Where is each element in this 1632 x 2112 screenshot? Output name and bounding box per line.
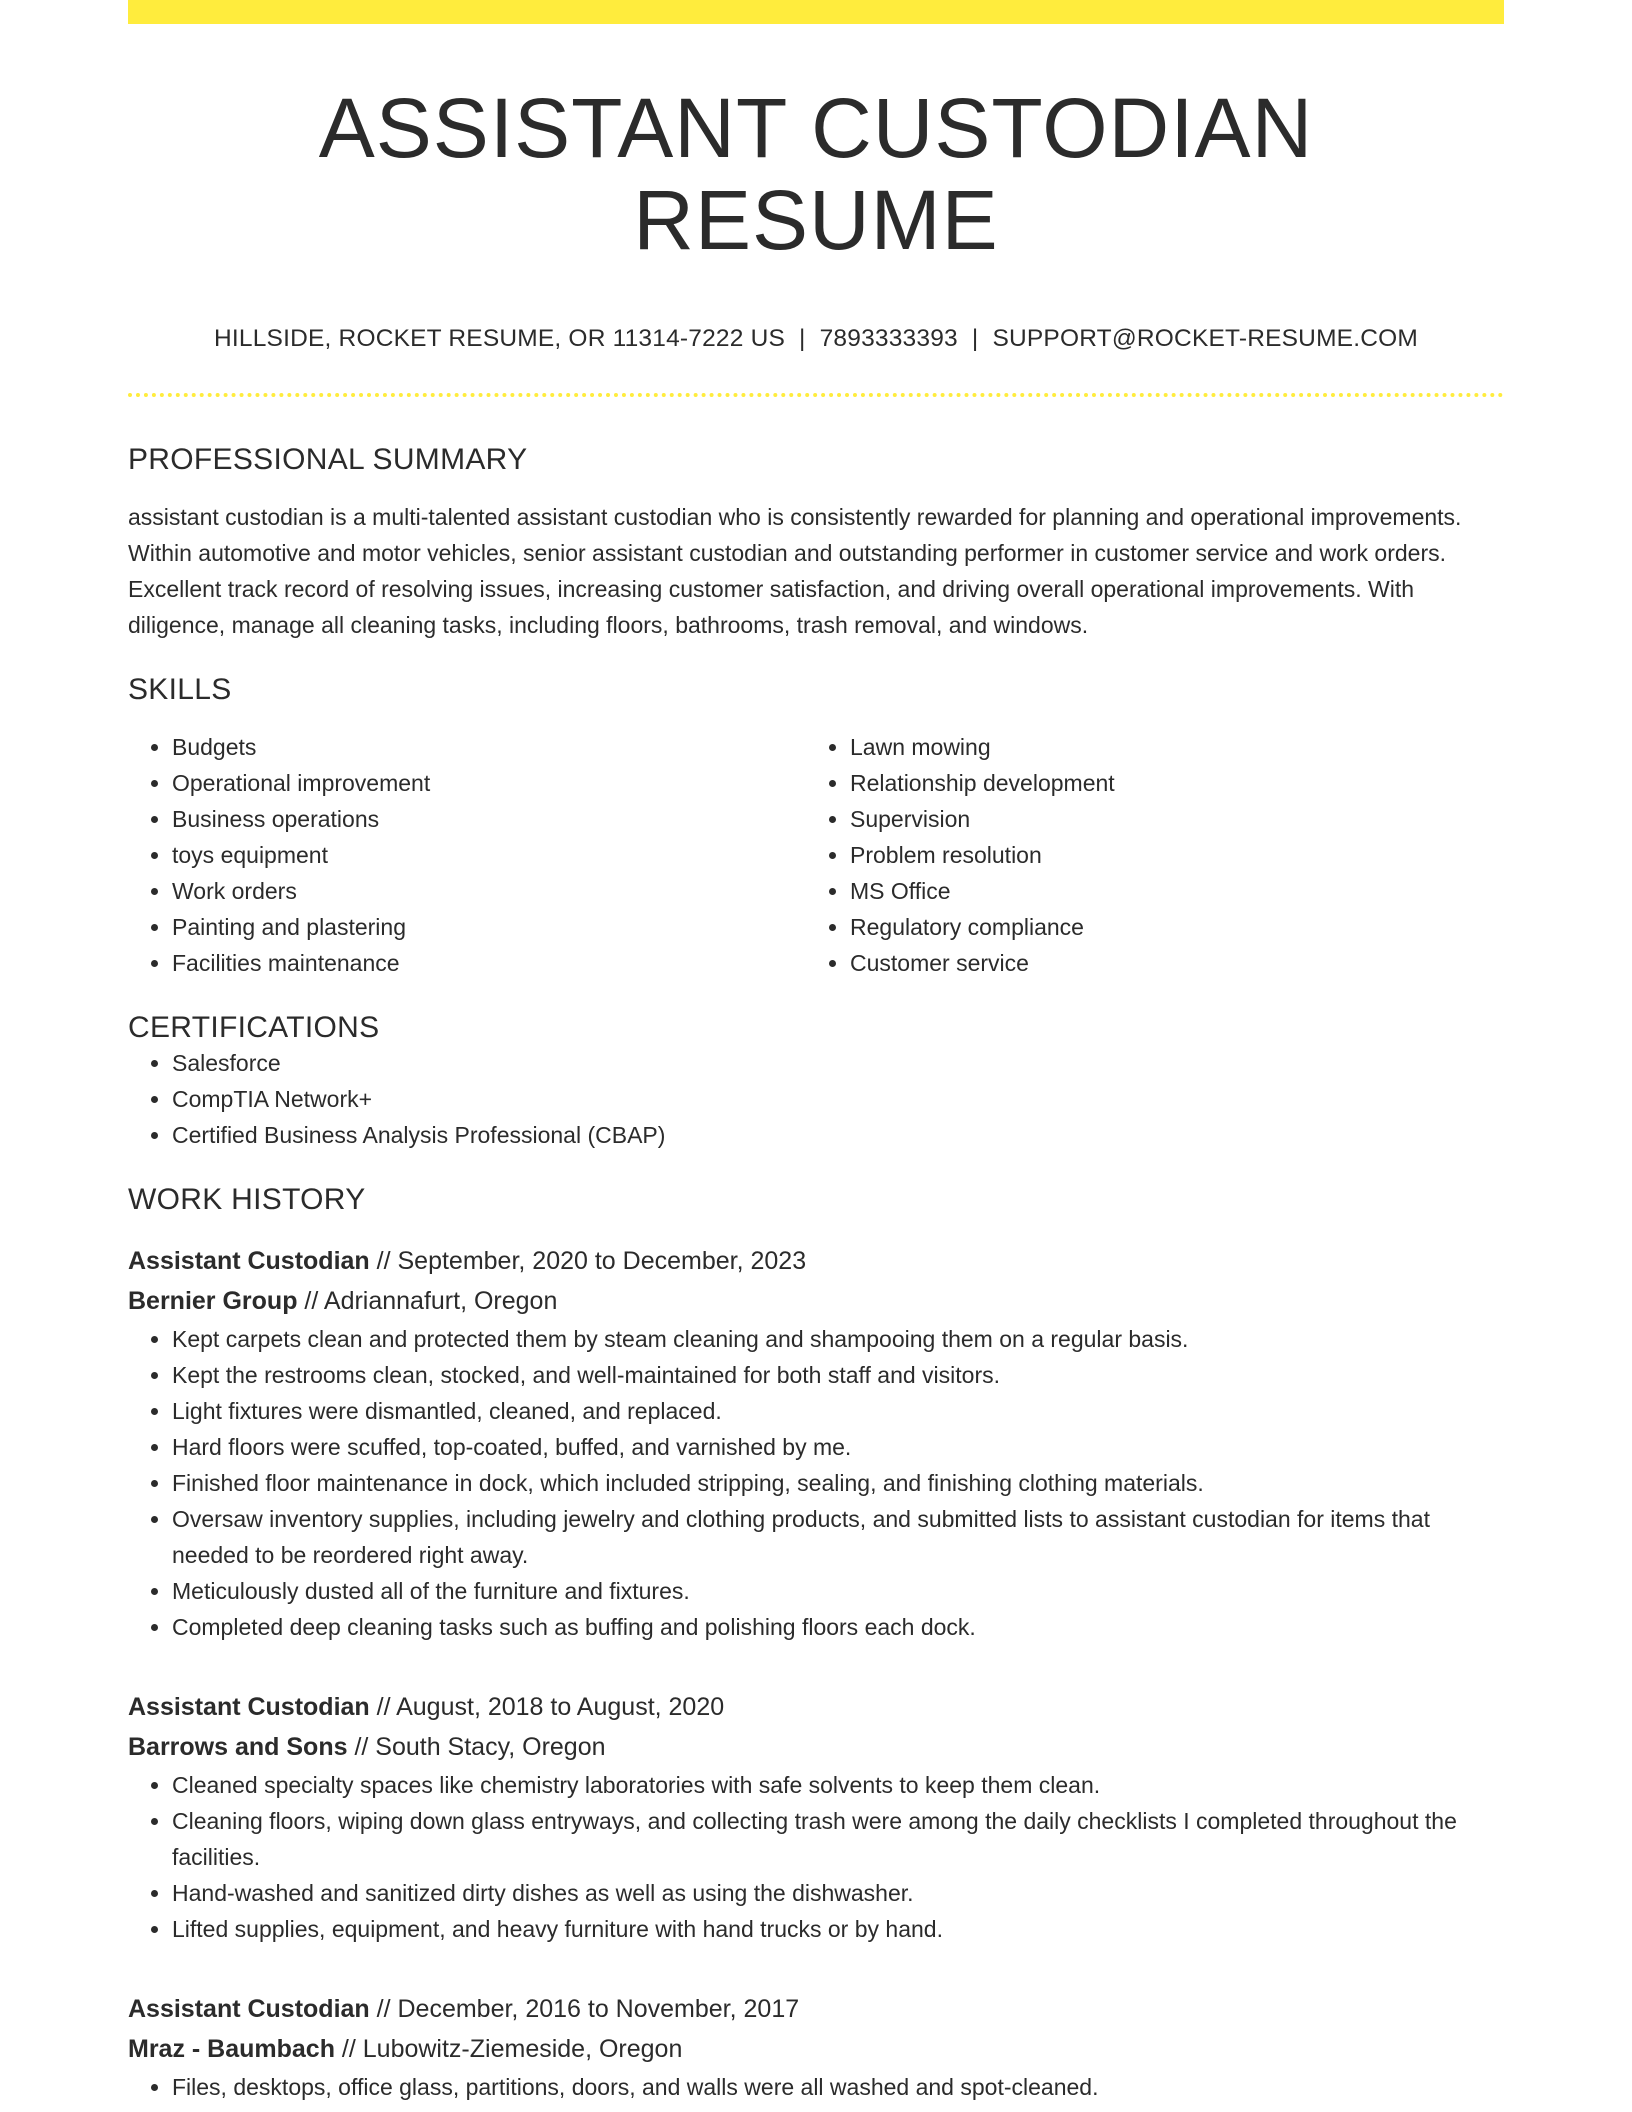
skill-item: • Customer service <box>850 945 1484 981</box>
job-duty: • Finished floor maintenance in dock, which included stripping, sealing, and finishing clothing materials. <box>172 1465 1504 1501</box>
certifications-list <box>128 1045 1504 1153</box>
job-duty: • Light fixtures were dismantled, cleaned, and replaced. <box>172 1393 1504 1429</box>
certification-item: • CompTIA Network+ <box>172 1081 1504 1117</box>
skill-item: • Regulatory compliance <box>850 909 1484 945</box>
summary-heading: PROFESSIONAL SUMMARY <box>128 442 528 476</box>
job-company-line <box>128 1727 1504 1767</box>
skill-item: • Supervision <box>850 801 1484 837</box>
skill-item: • Operational improvement <box>172 765 806 801</box>
contact-line <box>128 325 1504 353</box>
job-duty: • Files, desktops, office glass, partitions, doors, and walls were all washed and spot-cleaned. <box>172 2069 1504 2105</box>
skill-item: • Problem resolution <box>850 837 1484 873</box>
job-role-line <box>128 1241 1504 1281</box>
skill-item: • Painting and plastering <box>172 909 806 945</box>
skills-left-list <box>128 729 806 981</box>
skills-left-column <box>128 729 806 981</box>
job-dates: // December, 2016 to November, 2017 <box>369 1994 800 2023</box>
dotted-divider <box>128 393 1504 397</box>
skill-item: • Facilities maintenance <box>172 945 806 981</box>
job-company: Bernier Group <box>128 1286 298 1315</box>
job-dates: // September, 2020 to December, 2023 <box>369 1246 807 1275</box>
job-duty: • Cleaned specialty spaces like chemistry laboratories with safe solvents to keep them clean. <box>172 1767 1504 1803</box>
job-role: Assistant Custodian <box>128 1246 370 1275</box>
skills-columns <box>128 729 1504 981</box>
job-duty: • Kept the restrooms clean, stocked, and well-maintained for both staff and visitors. <box>172 1357 1504 1393</box>
skill-item: • Business operations <box>172 801 806 837</box>
skills-right-list <box>806 729 1484 981</box>
job-entry <box>128 1687 1504 1947</box>
skill-item: • toys equipment <box>172 837 806 873</box>
certification-item: • Salesforce <box>172 1045 1504 1081</box>
work-history-heading: WORK HISTORY <box>128 1182 366 1216</box>
contact-separator: | <box>971 324 979 352</box>
resume-title: ASSISTANT CUSTODIAN RESUME <box>318 81 1314 268</box>
skill-item: • Lawn mowing <box>850 729 1484 765</box>
job-duties-list <box>128 2069 1504 2105</box>
job-duty: • Oversaw inventory supplies, including jewelry and clothing products, and submitted lists to assistant custodian for items that needed to be reordered right away. <box>172 1501 1504 1573</box>
job-entry <box>128 1989 1504 2105</box>
job-duty: • Meticulously dusted all of the furniture and fixtures. <box>172 1573 1504 1609</box>
top-accent-bar <box>128 0 1504 24</box>
job-duty: • Completed deep cleaning tasks such as buffing and polishing floors each dock. <box>172 1609 1504 1645</box>
summary-text: assistant custodian is a multi-talented assistant custodian who is consistently rewarded for planning and operational improvements. Within automotive and motor vehicles, senior assistant custodian and outstanding performer in customer service and work orders. Excellent track record of resolving issues, increasing customer satisfaction, and driving overall operational improvements. With diligence, manage all cleaning tasks, including floors, bathrooms, trash removal, and windows. <box>128 503 1462 638</box>
job-duty: • Lifted supplies, equipment, and heavy furniture with hand trucks or by hand. <box>172 1911 1504 1947</box>
certifications-heading: CERTIFICATIONS <box>128 1010 380 1044</box>
job-duty: • Cleaning floors, wiping down glass entryways, and collecting trash were among the daily checklists I completed throughout the facilities. <box>172 1803 1504 1875</box>
job-duty: • Hard floors were scuffed, top-coated, buffed, and varnished by me. <box>172 1429 1504 1465</box>
job-company: Barrows and Sons <box>128 1732 348 1761</box>
skills-heading: SKILLS <box>128 672 232 706</box>
job-role: Assistant Custodian <box>128 1692 370 1721</box>
skills-right-column <box>806 729 1484 981</box>
job-role-line <box>128 1687 1504 1727</box>
certification-item: • Certified Business Analysis Professional (CBAP) <box>172 1117 1504 1153</box>
job-company-line <box>128 1281 1504 1321</box>
job-company-line <box>128 2029 1504 2069</box>
job-location: // South Stacy, Oregon <box>347 1732 606 1761</box>
contact-separator: | <box>799 324 806 352</box>
skill-item: • Relationship development <box>850 765 1484 801</box>
job-location: // Lubowitz-Ziemeside, Oregon <box>334 2034 683 2063</box>
job-role: Assistant Custodian <box>128 1994 370 2023</box>
skill-item: • Budgets <box>172 729 806 765</box>
skill-item: • MS Office <box>850 873 1484 909</box>
job-duties-list <box>128 1767 1504 1947</box>
job-location: // Adriannafurt, Oregon <box>297 1286 558 1315</box>
job-entry <box>128 1241 1504 1645</box>
resume-page <box>128 0 1504 2105</box>
contact-email[interactable]: SUPPORT@ROCKET-RESUME.COM <box>992 324 1418 352</box>
job-duty: • Kept carpets clean and protected them by steam cleaning and shampooing them on a regular basis. <box>172 1321 1504 1357</box>
skill-item: • Work orders <box>172 873 806 909</box>
job-role-line <box>128 1989 1504 2029</box>
job-duties-list <box>128 1321 1504 1645</box>
job-dates: // August, 2018 to August, 2020 <box>369 1692 725 1721</box>
job-company: Mraz - Baumbach <box>128 2034 335 2063</box>
contact-address: HILLSIDE, ROCKET RESUME, OR 11314-7222 US <box>214 324 786 352</box>
job-duty: • Hand-washed and sanitized dirty dishes as well as using the dishwasher. <box>172 1875 1504 1911</box>
contact-phone[interactable]: 7893333393 <box>819 324 958 352</box>
